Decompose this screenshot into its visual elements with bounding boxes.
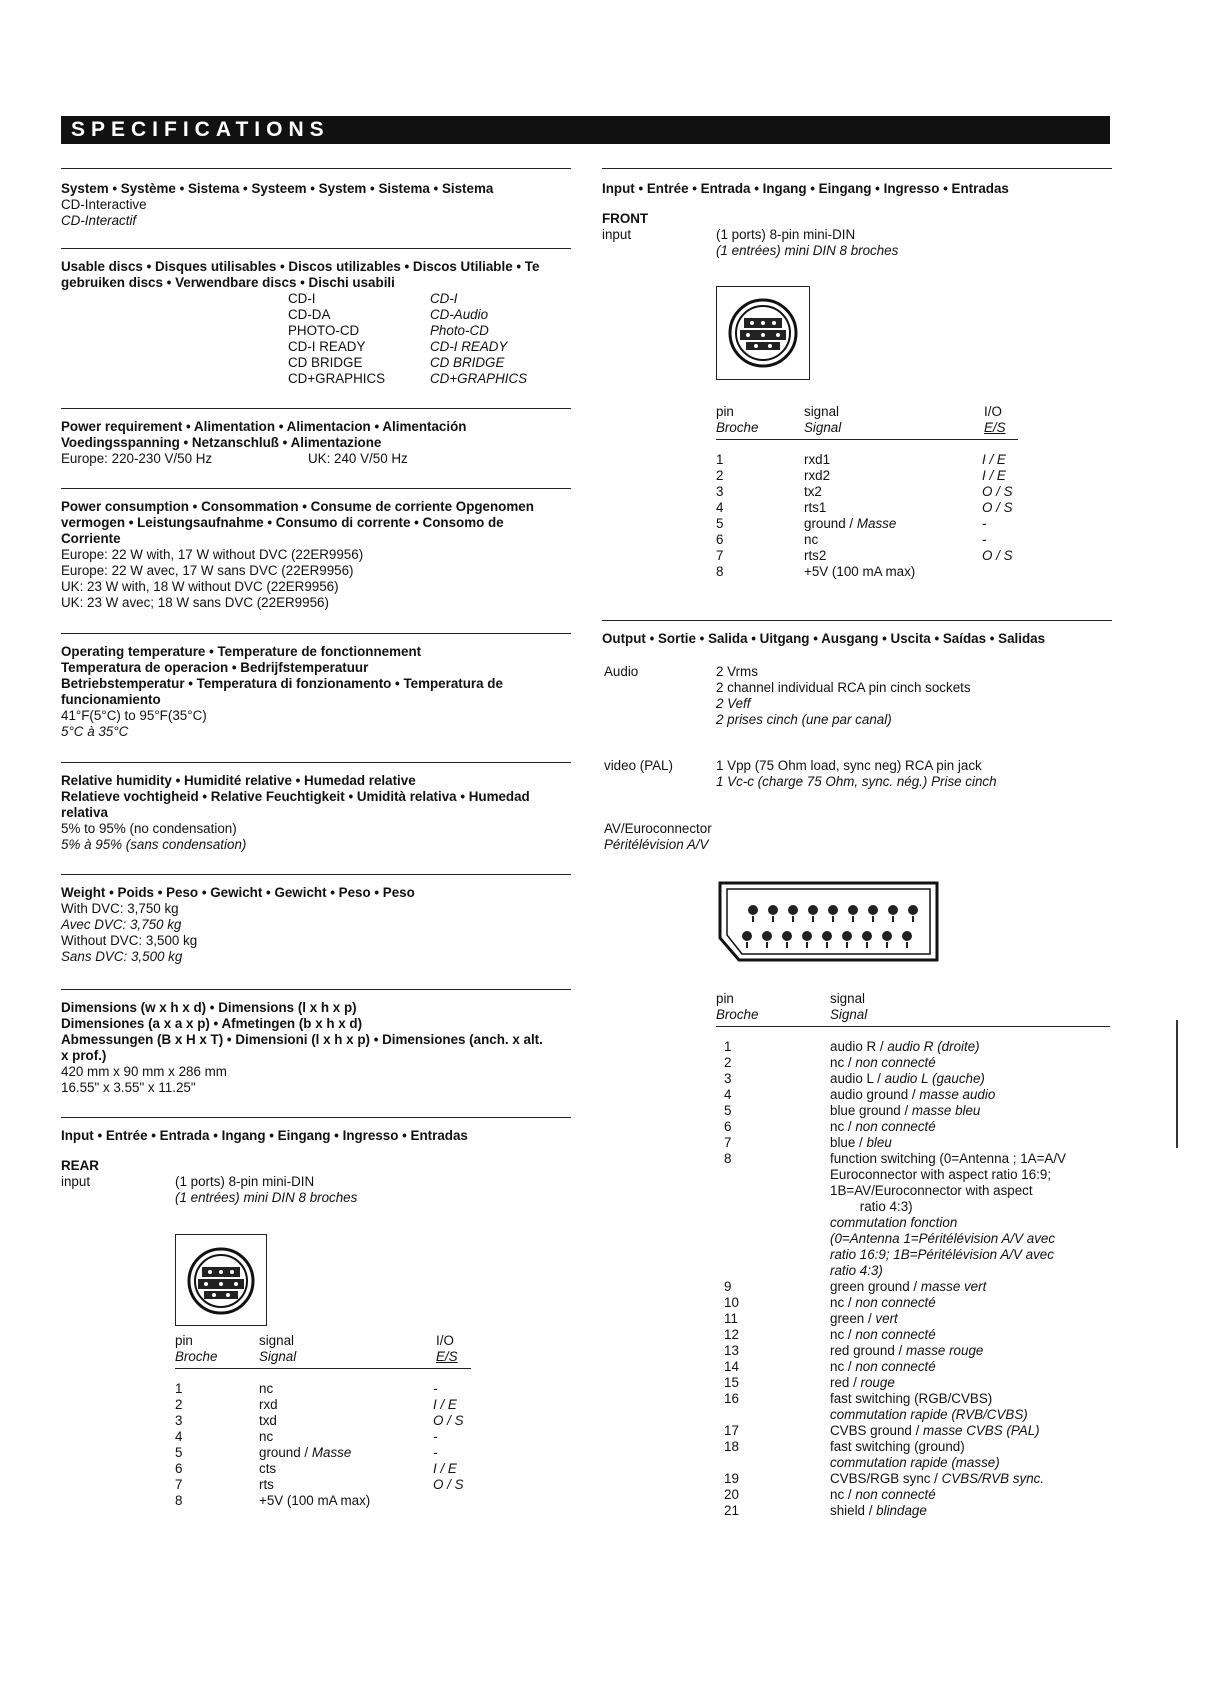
power-cons-heading-3: Corriente bbox=[61, 531, 121, 546]
temp-heading-4: funcionamiento bbox=[61, 692, 161, 707]
audio-line-fr: 2 prises cinch (une par canal) bbox=[716, 712, 892, 727]
pin-signal: tx2 bbox=[804, 484, 822, 499]
temp-heading-3: Betriebstemperatur • Temperatura di fonzionamento • Temperatura de bbox=[61, 676, 503, 691]
pin-signal-fr: ratio 4:3) bbox=[830, 1263, 883, 1278]
divider bbox=[61, 248, 571, 249]
pin-signal-fr: masse vert bbox=[920, 1279, 987, 1294]
pin-signal-fr: non connecté bbox=[855, 1327, 936, 1342]
divider bbox=[61, 1117, 571, 1118]
pin-signal-fr: commutation rapide (RVB/CVBS) bbox=[830, 1407, 1028, 1422]
temp-line-fr: 5°C à 35°C bbox=[61, 724, 129, 739]
col-signal: signal bbox=[259, 1333, 294, 1348]
col-signal: signal bbox=[830, 991, 865, 1006]
power-cons-line: Europe: 22 W with, 17 W without DVC (22ER9956) bbox=[61, 547, 364, 562]
pin-signal: txd bbox=[259, 1413, 277, 1428]
divider bbox=[61, 762, 571, 763]
weight-section bbox=[61, 874, 571, 965]
col-pin: pin bbox=[175, 1333, 193, 1348]
disc-type: CD-I READY bbox=[288, 339, 366, 354]
disc-type: CD-DA bbox=[288, 307, 331, 322]
power-req-heading-1: Power requirement • Alimentation • Alimentacion • Alimentación bbox=[61, 419, 467, 434]
disc-type: CD BRIDGE bbox=[288, 355, 363, 370]
pin-signal: Euroconnector with aspect ratio 16:9; bbox=[830, 1167, 1052, 1182]
input-front-section bbox=[602, 168, 1112, 608]
page-banner: SPECIFICATIONS bbox=[61, 116, 1110, 144]
pin-number: 6 bbox=[716, 532, 724, 547]
disc-type-fr: CD-I READY bbox=[430, 339, 508, 354]
disc-type: CD-I bbox=[288, 291, 316, 306]
pin-signal: nc bbox=[259, 1429, 274, 1444]
divider bbox=[61, 408, 571, 409]
pin-number: 5 bbox=[724, 1103, 732, 1118]
pin-signal: +5V (100 mA max) bbox=[259, 1493, 371, 1508]
pin-signal: audio R / audio R (droite) bbox=[830, 1039, 980, 1054]
pin-number: 7 bbox=[175, 1477, 183, 1492]
table-header-rule bbox=[175, 1368, 471, 1369]
weight-line-fr: Avec DVC: 3,750 kg bbox=[61, 917, 182, 932]
pin-number: 3 bbox=[724, 1071, 732, 1086]
disc-type-fr: CD-Audio bbox=[430, 307, 489, 322]
power-uk: UK: 240 V/50 Hz bbox=[308, 451, 408, 466]
pin-io: O / S bbox=[433, 1413, 464, 1428]
pin-number: 16 bbox=[724, 1391, 739, 1406]
video-line-fr: 1 Vc-c (charge 75 Ohm, sync. nég.) Prise cinch bbox=[716, 774, 997, 789]
discs-heading-2: gebruiken discs • Verwendbare discs • Dischi usabili bbox=[61, 275, 395, 290]
pin-signal: CVBS/RGB sync / CVBS/RVB sync. bbox=[830, 1471, 1045, 1486]
humidity-section bbox=[61, 762, 571, 853]
system-heading: System • Système • Sistema • Systeem • System • Sistema • Sistema bbox=[61, 181, 494, 196]
pin-signal: nc / non connecté bbox=[830, 1295, 936, 1310]
col-io: I/O bbox=[984, 404, 1002, 419]
input-rear-section bbox=[61, 1117, 571, 1537]
mini-din-connector-icon bbox=[716, 286, 810, 380]
discs-list bbox=[61, 291, 571, 387]
pin-number: 12 bbox=[724, 1327, 739, 1342]
pin-signal: function switching (0=Antenna ; 1A=A/V bbox=[830, 1151, 1066, 1166]
power-cons-line: UK: 23 W avec; 18 W sans DVC (22ER9956) bbox=[61, 595, 329, 610]
video-line: 1 Vpp (75 Ohm load, sync neg) RCA pin jack bbox=[716, 758, 982, 773]
pin-signal bbox=[830, 1231, 1055, 1247]
output-section bbox=[602, 620, 1112, 1540]
pin-signal-fr: rouge bbox=[860, 1375, 895, 1390]
pin-signal-fr: bleu bbox=[866, 1135, 892, 1150]
pin-signal: rts2 bbox=[804, 548, 827, 563]
pin-number: 7 bbox=[716, 548, 724, 563]
col-pin-fr: Broche bbox=[175, 1349, 218, 1364]
weight-line: With DVC: 3,750 kg bbox=[61, 901, 179, 916]
divider bbox=[61, 874, 571, 875]
col-signal-fr: Signal bbox=[259, 1349, 297, 1364]
disc-type-fr: CD BRIDGE bbox=[430, 355, 505, 370]
power-req-heading-2: Voedingsspanning • Netzanschluß • Alimentazione bbox=[61, 435, 382, 450]
pin-number: 4 bbox=[724, 1087, 732, 1102]
dims-heading-4: x prof.) bbox=[61, 1048, 107, 1063]
pin-signal-fr: non connecté bbox=[855, 1055, 936, 1070]
pin-number: 4 bbox=[716, 500, 724, 515]
pin-signal: red / rouge bbox=[830, 1375, 895, 1390]
disc-type-fr: CD+GRAPHICS bbox=[430, 371, 528, 386]
pin-signal: fast switching (RGB/CVBS) bbox=[830, 1391, 993, 1406]
input-rear-desc: (1 ports) 8-pin mini-DIN bbox=[175, 1174, 315, 1189]
power-cons-section bbox=[61, 488, 571, 611]
pin-number: 6 bbox=[724, 1119, 732, 1134]
pin-number: 2 bbox=[724, 1055, 732, 1070]
pin-number: 8 bbox=[724, 1151, 732, 1166]
pin-io: - bbox=[433, 1381, 438, 1396]
dimensions-section bbox=[61, 989, 576, 1096]
disc-type: CD+GRAPHICS bbox=[288, 371, 386, 386]
pin-number: 8 bbox=[175, 1493, 183, 1508]
av-label-fr: Péritélévision A/V bbox=[604, 837, 709, 852]
pin-number: 4 bbox=[175, 1429, 183, 1444]
pin-signal-fr: commutation fonction bbox=[830, 1215, 958, 1230]
input-rear-sub: input bbox=[61, 1174, 91, 1189]
pin-signal: fast switching (ground) bbox=[830, 1439, 965, 1454]
pin-signal: rxd2 bbox=[804, 468, 831, 483]
pin-number: 9 bbox=[724, 1279, 732, 1294]
pin-io: I / E bbox=[433, 1397, 457, 1412]
divider bbox=[61, 168, 571, 169]
dims-heading-3: Abmessungen (B x H x T) • Dimensioni (l x h x p) • Dimensiones (anch. x alt. bbox=[61, 1032, 543, 1047]
pin-signal: blue ground / masse bleu bbox=[830, 1103, 981, 1118]
table-header-rule bbox=[716, 1026, 1110, 1027]
humidity-heading-1: Relative humidity • Humidité relative • Humedad relative bbox=[61, 773, 416, 788]
pin-number: 11 bbox=[724, 1311, 738, 1326]
humidity-heading-2: Relatieve vochtigheid • Relative Feuchtigkeit • Umidità relativa • Humedad bbox=[61, 789, 530, 804]
pin-number: 1 bbox=[724, 1039, 732, 1054]
pin-number: 15 bbox=[724, 1375, 739, 1390]
pin-signal: nc bbox=[259, 1381, 274, 1396]
table-header-rule bbox=[716, 439, 1018, 440]
pin-number: 7 bbox=[724, 1135, 732, 1150]
pin-number: 2 bbox=[716, 468, 724, 483]
dims-heading-2: Dimensiones (a x a x p) • Afmetingen (b x h x d) bbox=[61, 1016, 363, 1031]
temp-section bbox=[61, 633, 571, 740]
divider bbox=[61, 989, 571, 990]
audio-line-fr: 2 Veff bbox=[716, 696, 751, 711]
dims-metric: 420 mm x 90 mm x 286 mm bbox=[61, 1064, 227, 1079]
disc-type-fr: CD-I bbox=[430, 291, 458, 306]
pin-signal-fr: audio R (droite) bbox=[887, 1039, 980, 1054]
pin-number: 21 bbox=[724, 1503, 739, 1518]
power-europe: Europe: 220-230 V/50 Hz bbox=[61, 451, 213, 466]
power-cons-line: Europe: 22 W avec, 17 W sans DVC (22ER9956) bbox=[61, 563, 354, 578]
pin-io: I / E bbox=[433, 1461, 457, 1476]
pin-io: - bbox=[433, 1429, 438, 1444]
pin-signal-fr: masse rouge bbox=[905, 1343, 984, 1358]
pin-io: O / S bbox=[982, 500, 1013, 515]
divider bbox=[61, 488, 571, 489]
pin-number: 19 bbox=[724, 1471, 739, 1486]
col-io: I/O bbox=[436, 1333, 454, 1348]
pin-signal: shield / blindage bbox=[830, 1503, 927, 1518]
pin-io: - bbox=[982, 532, 987, 547]
margin-bar bbox=[1176, 1020, 1178, 1148]
weight-heading: Weight • Poids • Peso • Gewicht • Gewicht • Peso • Peso bbox=[61, 885, 415, 900]
col-io-fr: E/S bbox=[984, 420, 1006, 435]
col-pin: pin bbox=[716, 991, 734, 1006]
input-front-sub: input bbox=[602, 227, 632, 242]
divider bbox=[602, 620, 1112, 621]
pin-signal bbox=[830, 1455, 1000, 1471]
pin-number: 2 bbox=[175, 1397, 183, 1412]
pin-signal bbox=[830, 1263, 883, 1279]
disc-type: PHOTO-CD bbox=[288, 323, 360, 338]
pin-signal-fr: blindage bbox=[876, 1503, 927, 1518]
pin-io: O / S bbox=[982, 548, 1013, 563]
pin-number: 5 bbox=[716, 516, 724, 531]
power-req-section bbox=[61, 408, 571, 467]
pin-number: 1 bbox=[716, 452, 724, 467]
pin-signal: rts1 bbox=[804, 500, 827, 515]
pin-number: 8 bbox=[716, 564, 724, 579]
dims-imperial: 16.55" x 3.55" x 11.25" bbox=[61, 1080, 196, 1095]
discs-heading-1: Usable discs • Disques utilisables • Discos utilizables • Discos Utiliable • Te bbox=[61, 259, 540, 274]
pin-signal: nc bbox=[804, 532, 819, 547]
pin-signal-fr: masse bleu bbox=[911, 1103, 981, 1118]
pin-signal: audio L / audio L (gauche) bbox=[830, 1071, 985, 1086]
input-front-label: FRONT bbox=[602, 211, 649, 226]
humidity-line-fr: 5% à 95% (sans condensation) bbox=[61, 837, 247, 852]
pin-signal: ratio 4:3) bbox=[830, 1199, 913, 1214]
humidity-line: 5% to 95% (no condensation) bbox=[61, 821, 237, 836]
pin-io: O / S bbox=[982, 484, 1013, 499]
humidity-heading-3: relativa bbox=[61, 805, 108, 820]
pin-signal-fr: non connecté bbox=[855, 1119, 936, 1134]
pin-signal: red ground / masse rouge bbox=[830, 1343, 984, 1358]
pin-io: - bbox=[982, 516, 987, 531]
pin-signal: ground / Masse bbox=[259, 1445, 352, 1460]
dims-heading-1: Dimensions (w x h x d) • Dimensions (l x h x p) bbox=[61, 1000, 357, 1015]
col-signal: signal bbox=[804, 404, 839, 419]
discs-section bbox=[61, 248, 571, 387]
pin-signal: green ground / masse vert bbox=[830, 1279, 987, 1294]
weight-line-fr: Sans DVC: 3,500 kg bbox=[61, 949, 183, 964]
system-line-fr: CD-Interactif bbox=[61, 213, 137, 228]
system-section bbox=[61, 168, 571, 229]
audio-label: Audio bbox=[604, 664, 639, 679]
input-front-heading: Input • Entrée • Entrada • Ingang • Eingang • Ingresso • Entradas bbox=[602, 181, 1009, 196]
power-cons-heading-1: Power consumption • Consommation • Consume de corriente Opgenomen bbox=[61, 499, 534, 514]
pin-signal: CVBS ground / masse CVBS (PAL) bbox=[830, 1423, 1040, 1438]
pin-number: 5 bbox=[175, 1445, 183, 1460]
temp-heading-1: Operating temperature • Temperature de fonctionnement bbox=[61, 644, 422, 659]
pin-io: I / E bbox=[982, 468, 1006, 483]
temp-heading-2: Temperatura de operacion • Bedrijfstemperatuur bbox=[61, 660, 369, 675]
pin-signal-fr: non connecté bbox=[855, 1487, 936, 1502]
pin-signal: cts bbox=[259, 1461, 277, 1476]
rear-pin-table bbox=[175, 1333, 475, 1533]
pin-io: O / S bbox=[433, 1477, 464, 1492]
pin-number: 14 bbox=[724, 1359, 739, 1374]
pin-signal-fr: CVBS/RVB sync. bbox=[941, 1471, 1045, 1486]
pin-signal bbox=[830, 1247, 1054, 1263]
input-front-desc-fr: (1 entrées) mini DIN 8 broches bbox=[716, 243, 899, 258]
pin-signal-fr: ratio 16:9; 1B=Péritélévision A/V avec bbox=[830, 1247, 1054, 1262]
front-pin-table bbox=[716, 404, 1016, 604]
pin-signal: nc / non connecté bbox=[830, 1055, 936, 1070]
pin-number: 6 bbox=[175, 1461, 183, 1476]
pin-number: 10 bbox=[724, 1295, 739, 1310]
input-rear-label: REAR bbox=[61, 1158, 99, 1173]
pin-signal: nc / non connecté bbox=[830, 1359, 936, 1374]
pin-signal bbox=[830, 1407, 1028, 1423]
pin-signal bbox=[830, 1215, 957, 1231]
disc-type-fr: Photo-CD bbox=[430, 323, 489, 338]
pin-signal: blue / bleu bbox=[830, 1135, 892, 1150]
audio-line: 2 Vrms bbox=[716, 664, 758, 679]
pin-signal-fr: (0=Antenna 1=Péritélévision A/V avec bbox=[830, 1231, 1056, 1246]
pin-signal: rxd1 bbox=[804, 452, 831, 467]
temp-line: 41°F(5°C) to 95°F(35°C) bbox=[61, 708, 207, 723]
pin-signal-fr: masse CVBS (PAL) bbox=[923, 1423, 1040, 1438]
col-io-fr: E/S bbox=[436, 1349, 458, 1364]
pin-signal: rts bbox=[259, 1477, 274, 1492]
input-rear-desc-fr: (1 entrées) mini DIN 8 broches bbox=[175, 1190, 358, 1205]
pin-signal: rxd bbox=[259, 1397, 278, 1412]
divider bbox=[61, 633, 571, 634]
input-front-desc: (1 ports) 8-pin mini-DIN bbox=[716, 227, 856, 242]
pin-signal-fr: non connecté bbox=[855, 1295, 936, 1310]
av-label: AV/Euroconnector bbox=[604, 821, 712, 836]
pin-signal-fr: audio L (gauche) bbox=[884, 1071, 985, 1086]
col-signal-fr: Signal bbox=[804, 420, 842, 435]
col-pin-fr: Broche bbox=[716, 420, 759, 435]
power-cons-heading-2: vermogen • Leistungsaufnahme • Consumo di corrente • Consomo de bbox=[61, 515, 504, 530]
pin-io: - bbox=[433, 1445, 438, 1460]
audio-line: 2 channel individual RCA pin cinch sockets bbox=[716, 680, 971, 695]
col-signal-fr: Signal bbox=[830, 1007, 868, 1022]
pin-signal-fr: vert bbox=[875, 1311, 898, 1326]
system-line: CD-Interactive bbox=[61, 197, 147, 212]
pin-signal: +5V (100 mA max) bbox=[804, 564, 916, 579]
pin-signal: nc / non connecté bbox=[830, 1119, 936, 1134]
col-pin-fr: Broche bbox=[716, 1007, 759, 1022]
pin-number: 18 bbox=[724, 1439, 739, 1454]
pin-signal: 1B=AV/Euroconnector with aspect bbox=[830, 1183, 1033, 1198]
input-rear-heading: Input • Entrée • Entrada • Ingang • Eingang • Ingresso • Entradas bbox=[61, 1128, 468, 1143]
pin-signal: green / vert bbox=[830, 1311, 898, 1326]
pin-signal-fr: commutation rapide (masse) bbox=[830, 1455, 1000, 1470]
scart-pin-table bbox=[716, 991, 1111, 1531]
pin-number: 17 bbox=[724, 1423, 739, 1438]
mini-din-connector-icon bbox=[175, 1234, 267, 1326]
pin-signal: nc / non connecté bbox=[830, 1327, 936, 1342]
power-cons-line: UK: 23 W with, 18 W without DVC (22ER9956) bbox=[61, 579, 339, 594]
pin-signal-fr: non connecté bbox=[855, 1359, 936, 1374]
pin-number: 20 bbox=[724, 1487, 739, 1502]
pin-signal: audio ground / masse audio bbox=[830, 1087, 996, 1102]
pin-signal-fr: Masse bbox=[856, 516, 897, 531]
pin-signal: ground / Masse bbox=[804, 516, 897, 531]
video-label: video (PAL) bbox=[604, 758, 673, 773]
pin-signal: nc / non connecté bbox=[830, 1487, 936, 1502]
weight-line: Without DVC: 3,500 kg bbox=[61, 933, 198, 948]
divider bbox=[602, 168, 1112, 169]
pin-number: 3 bbox=[175, 1413, 183, 1428]
pin-signal-fr: masse audio bbox=[919, 1087, 996, 1102]
col-pin: pin bbox=[716, 404, 734, 419]
output-heading: Output • Sortie • Salida • Uitgang • Ausgang • Uscita • Saídas • Salidas bbox=[602, 631, 1046, 646]
pin-number: 13 bbox=[724, 1343, 739, 1358]
pin-number: 3 bbox=[716, 484, 724, 499]
scart-connector-icon bbox=[717, 880, 943, 965]
pin-signal-fr: Masse bbox=[311, 1445, 352, 1460]
pin-number: 1 bbox=[175, 1381, 183, 1396]
pin-io: I / E bbox=[982, 452, 1006, 467]
